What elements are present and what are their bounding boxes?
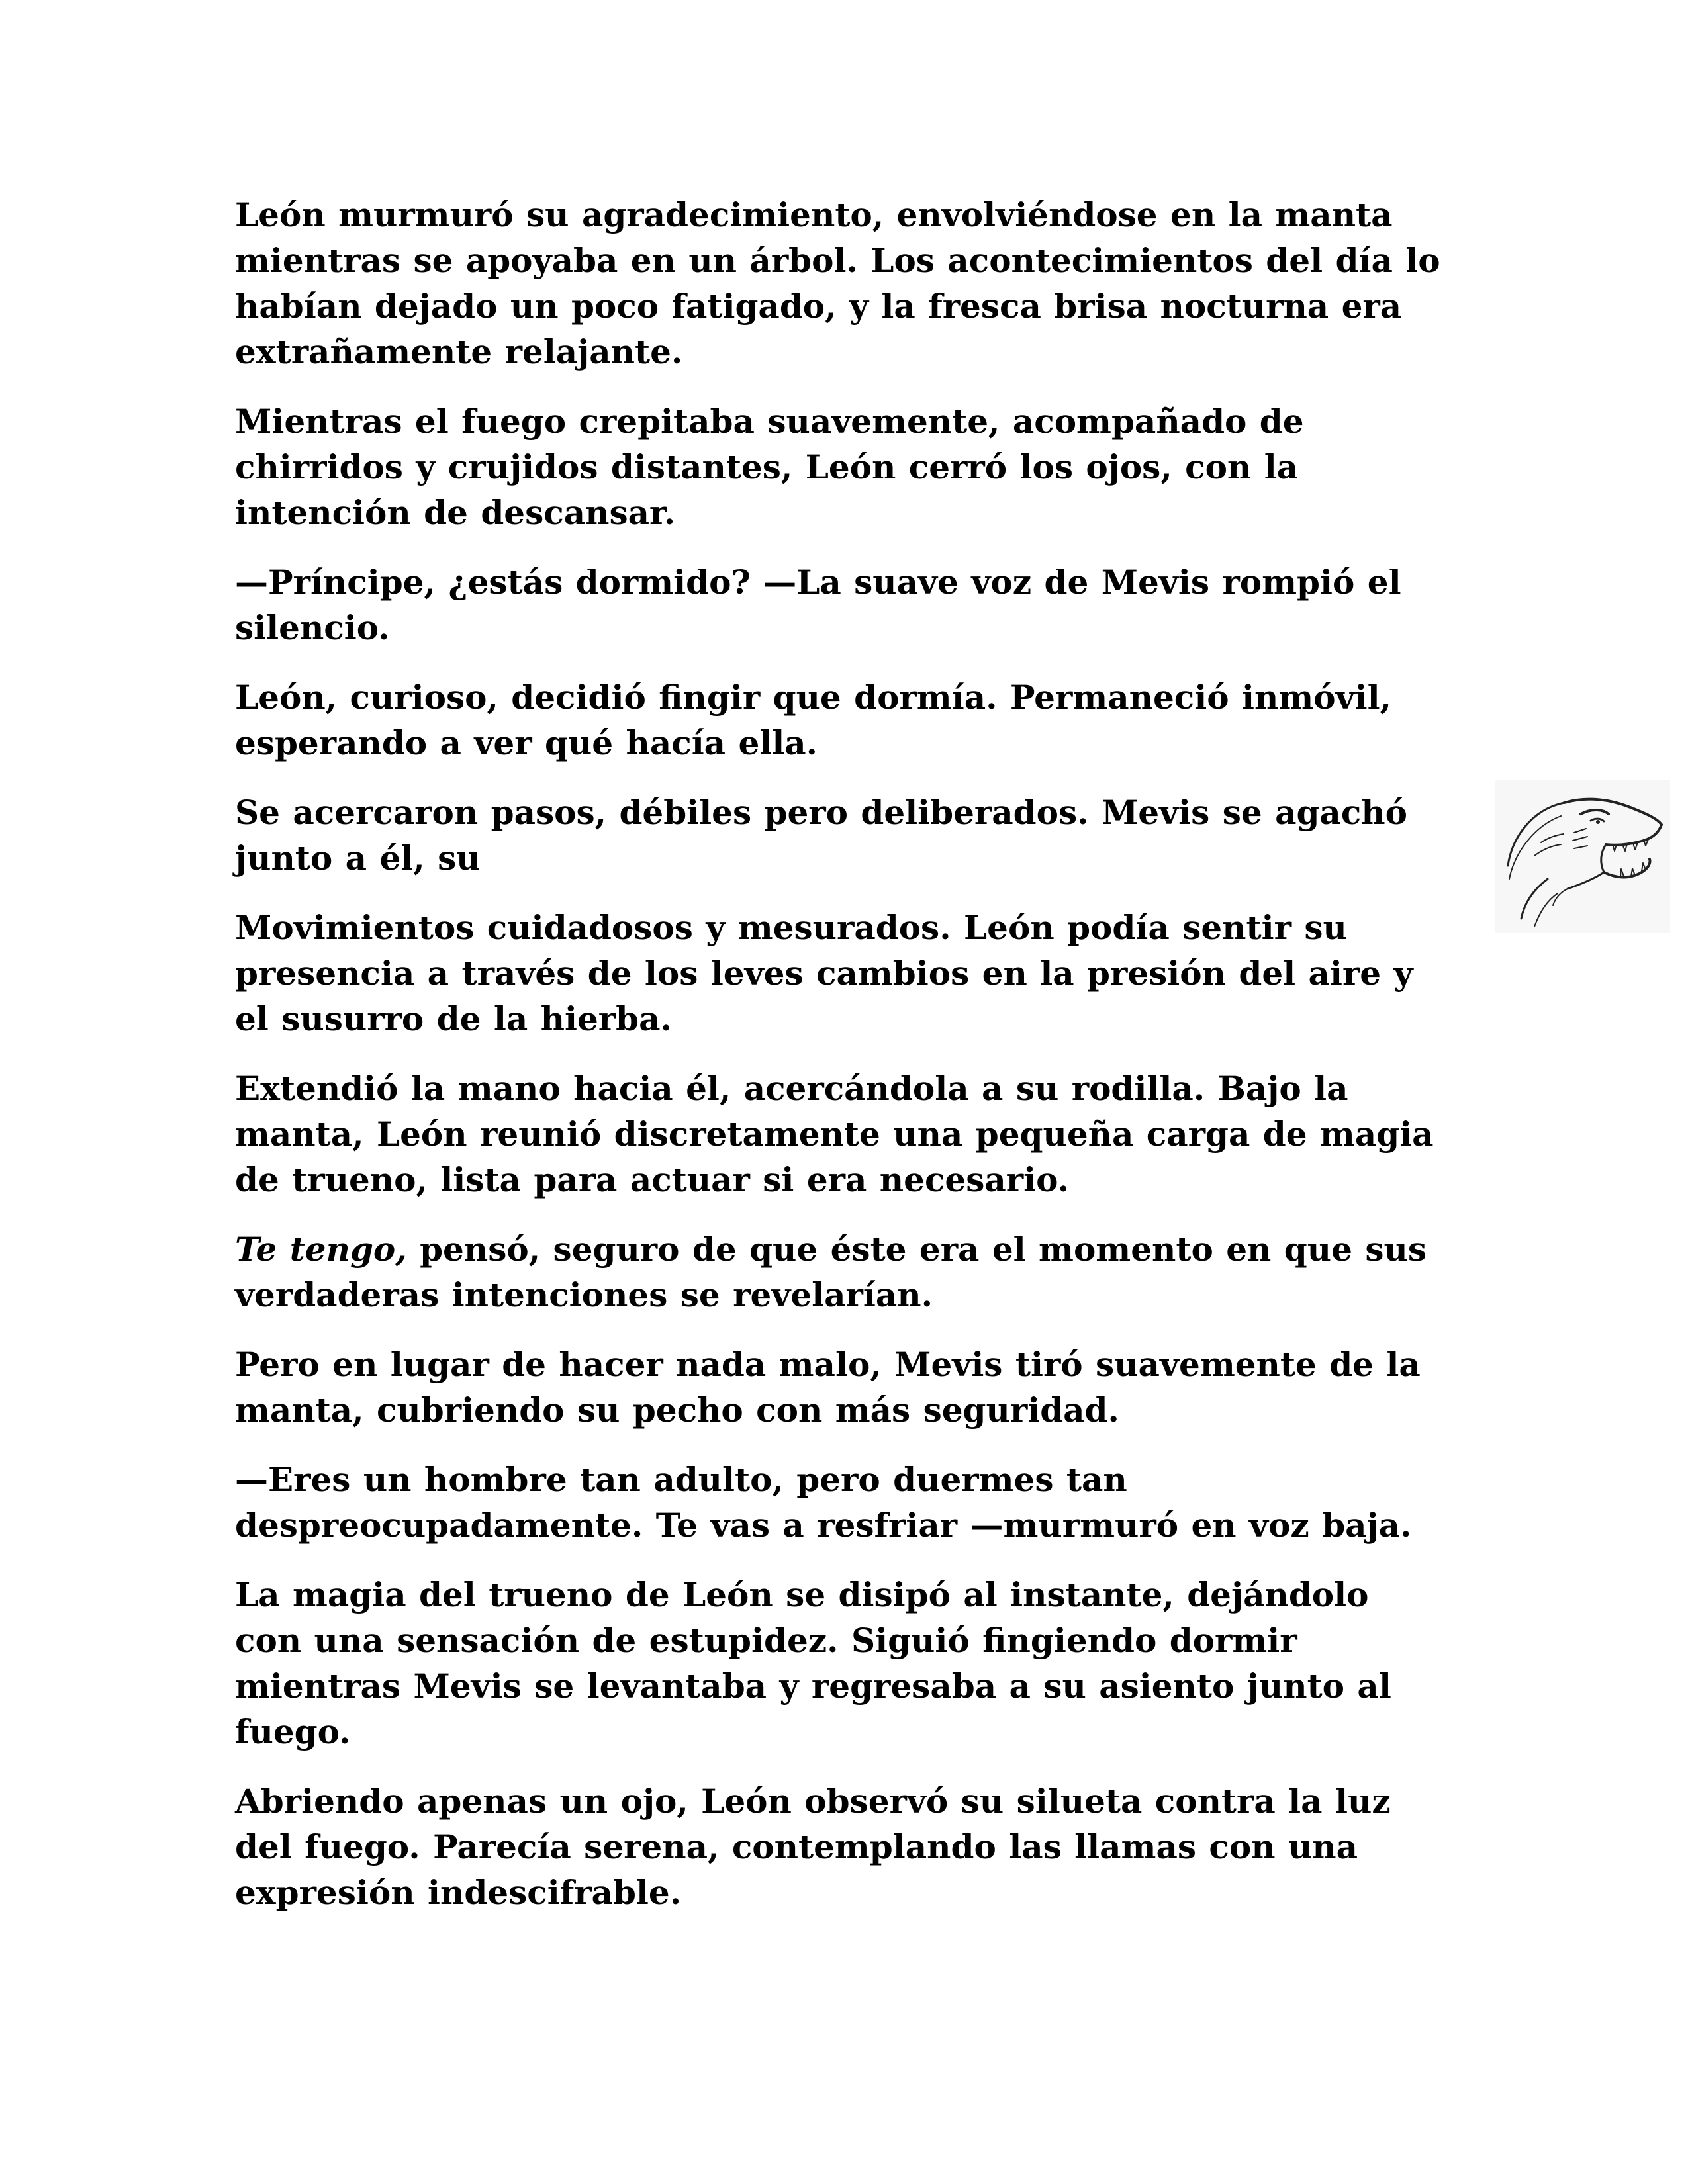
paragraph-text: Mientras el fuego crepitaba suavemente, acompañado de chirridos y crujidos distantes, León cerró los ojos, con la intención de descansar.	[235, 402, 1304, 532]
paragraph-text: La magia del trueno de León se disipó al instante, dejándolo con una sensación de estupidez. Siguió fingiendo dormir mientras Mevis se levantaba y regresaba a su asiento junto al fuego.	[235, 1575, 1391, 1751]
paragraph-italic-lead: Te tengo,	[235, 1230, 407, 1269]
paragraph-12	[235, 1778, 1446, 1915]
paragraph-text: Abriendo apenas un ojo, León observó su silueta contra la luz del fuego. Parecía serena, contemplando las llamas con una expresión indescifrable.	[235, 1782, 1391, 1912]
paragraph-7	[235, 1066, 1446, 1203]
paragraph-3	[235, 559, 1446, 651]
paragraph-text: —Príncipe, ¿estás dormido? —La suave voz de Mevis rompió el silencio.	[235, 563, 1401, 647]
paragraph-text: Pero en lugar de hacer nada malo, Mevis tiró suavemente de la manta, cubriendo su pecho con más seguridad.	[235, 1345, 1421, 1430]
dinosaur-head-sketch-icon	[1495, 780, 1670, 933]
paragraph-text: Se acercaron pasos, débiles pero deliberados. Mevis se agachó junto a él, su	[235, 793, 1407, 878]
paragraph-8	[235, 1226, 1446, 1318]
paragraph-text: —Eres un hombre tan adulto, pero duermes tan despreocupadamente. Te vas a resfriar —murmuró en voz baja.	[235, 1460, 1412, 1545]
paragraph-10	[235, 1457, 1446, 1548]
paragraph-1	[235, 192, 1446, 375]
paragraph-text: pensó, seguro de que éste era el momento en que sus verdaderas intenciones se revelarían.	[235, 1230, 1427, 1314]
paragraph-2	[235, 398, 1446, 535]
paragraph-5	[235, 790, 1446, 881]
paragraph-text: Extendió la mano hacia él, acercándola a su rodilla. Bajo la manta, León reunió discretamente una pequeña carga de magia de trueno, lista para actuar si era necesario.	[235, 1069, 1434, 1199]
story-text	[235, 192, 1446, 1939]
paragraph-text: León, curioso, decidió fingir que dormía. Permaneció inmóvil, esperando a ver qué hacía ella.	[235, 678, 1392, 762]
paragraph-4	[235, 674, 1446, 766]
paragraph-text: Movimientos cuidadosos y mesurados. León podía sentir su presencia a través de los leves cambios en la presión del aire y el susurro de la hierba.	[235, 908, 1413, 1038]
paragraph-11	[235, 1572, 1446, 1754]
paragraph-9	[235, 1342, 1446, 1433]
paragraph-6	[235, 905, 1446, 1042]
paragraph-text: León murmuró su agradecimiento, envolviéndose en la manta mientras se apoyaba en un árbol. Los acontecimientos del día lo habían dejado un poco fatigado, y la fresca brisa nocturna era extrañamente relajante.	[235, 195, 1440, 371]
